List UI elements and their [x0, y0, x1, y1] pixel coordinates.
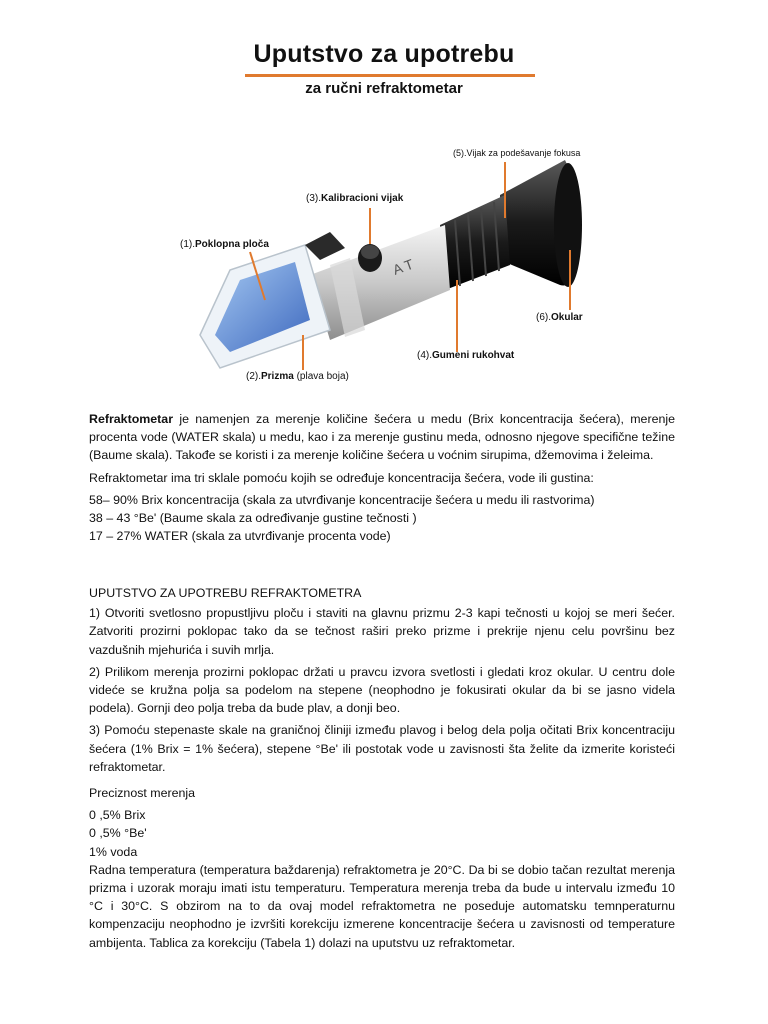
scale-item: 58– 90% Brix koncentracija (skala za utvrđivanje koncentracije šećera u medu ili rastvorima): [89, 492, 595, 507]
callout-rubber-grip: (4).Gumeni rukohvat: [417, 350, 515, 361]
calibration-screw-shape: [358, 244, 382, 272]
rubber-grip-shape: [440, 195, 510, 290]
scale-item: 38 – 43 °Be' (Baume skala za određivanje gustine tečnosti ): [89, 511, 417, 526]
callout-cover-plate: (1).Poklopna ploča: [180, 239, 269, 250]
page-subtitle: za ručni refraktometar: [305, 80, 463, 97]
precision-item: 0 ,5% Brix: [89, 808, 146, 823]
svg-text:A T: A T: [390, 255, 416, 278]
callout-focus-screw: (5).Vijak za podešavanje fokusa: [453, 148, 581, 158]
title-underline: [245, 74, 535, 77]
scale-item: 17 – 27% WATER (skala za utvrđivanje procenta vode): [89, 529, 391, 544]
instructions-heading: UPUTSTVO ZA UPOTREBU REFRAKTOMETRA: [89, 586, 362, 600]
instructions-section: [89, 584, 675, 956]
callout-eyepiece: (6).Okular: [536, 312, 583, 323]
callout-prism: (2).Prizma (plava boja): [246, 371, 349, 382]
intro-paragraph: Refraktometar je namenjen za merenje količine šećera u medu (Brix koncentracija šećera), merenje procenta vode (WATER skala) u medu, kao i za merenje gustinu meda, odnosno njegove specifične težine (Baume skala). Takođe se koristi i za merenje količine šećera u voćnim sirupima, džemovima i želeima.: [89, 412, 675, 463]
precision-item: 1% voda: [89, 844, 138, 859]
callout-calibration-screw: (3).Kalibracioni vijak: [306, 193, 404, 204]
refractometer-illustration: [170, 140, 610, 395]
precision-label: Preciznost merenja: [89, 786, 196, 801]
step-item: 3) Pomoću stepenaste skale na graničnoj čliniji između plavog i belog dela polja očitati Brix koncentraciju šećera (1% Brix = 1% šećera), stepene °Be' ili postotak vode u zavisnosti šta želite da izmerite koristeći refraktometar.: [89, 723, 675, 774]
scales-intro: Refraktometar ima tri sklale pomoću kojih se određuje koncentracija šećera, vode ili gustina:: [89, 470, 594, 485]
refractometer-figure: [170, 140, 610, 395]
page-title: Uputstvo za upotrebu: [253, 40, 515, 68]
precision-item: 0 ,5% °Be': [89, 826, 147, 841]
step-item: 2) Prilikom merenja prozirni poklopac držati u pravcu izvora svetlosti i gledati kroz okular. U centru dole videće se kružna polja sa podelom na stepene (neophodno je fokusirati okular da bi se jasno videla podela). Gornji deo polja treba da bude plav, a donji beo.: [89, 664, 675, 716]
intro-section: [89, 410, 675, 545]
temperature-paragraph: Radna temperatura (temperatura baždarenja) refraktometra je 20°C. Da bi se dobio tačan rezultat merenja prizma i uzorak moraju imati istu temperaturu. Temperatura merenja treba da bude u intervalu između 10 °C i 30°C. S obzirom na to da ovaj model refraktometra ne poseduje automatsku temnperaturnu kompenzaciju neophodno je izvršiti korekciju izmerene koncentracije šećera u zavisnosti od temperature ambijenta. Tablica za korekciju (Tabela 1) dolazi na uputstvu uz refraktometar.: [89, 862, 675, 950]
step-item: 1) Otvoriti svetlosno propustljivu ploču i staviti na glavnu prizmu 2-3 kapi tečnosti u kojoj se meri šećer. Zatvoriti prozirni poklopac tako da se tečnost raširi preko prizme i prekrije njenu celu površinu bez vazdušnih mjehurića i suvih mrlja.: [89, 606, 675, 657]
